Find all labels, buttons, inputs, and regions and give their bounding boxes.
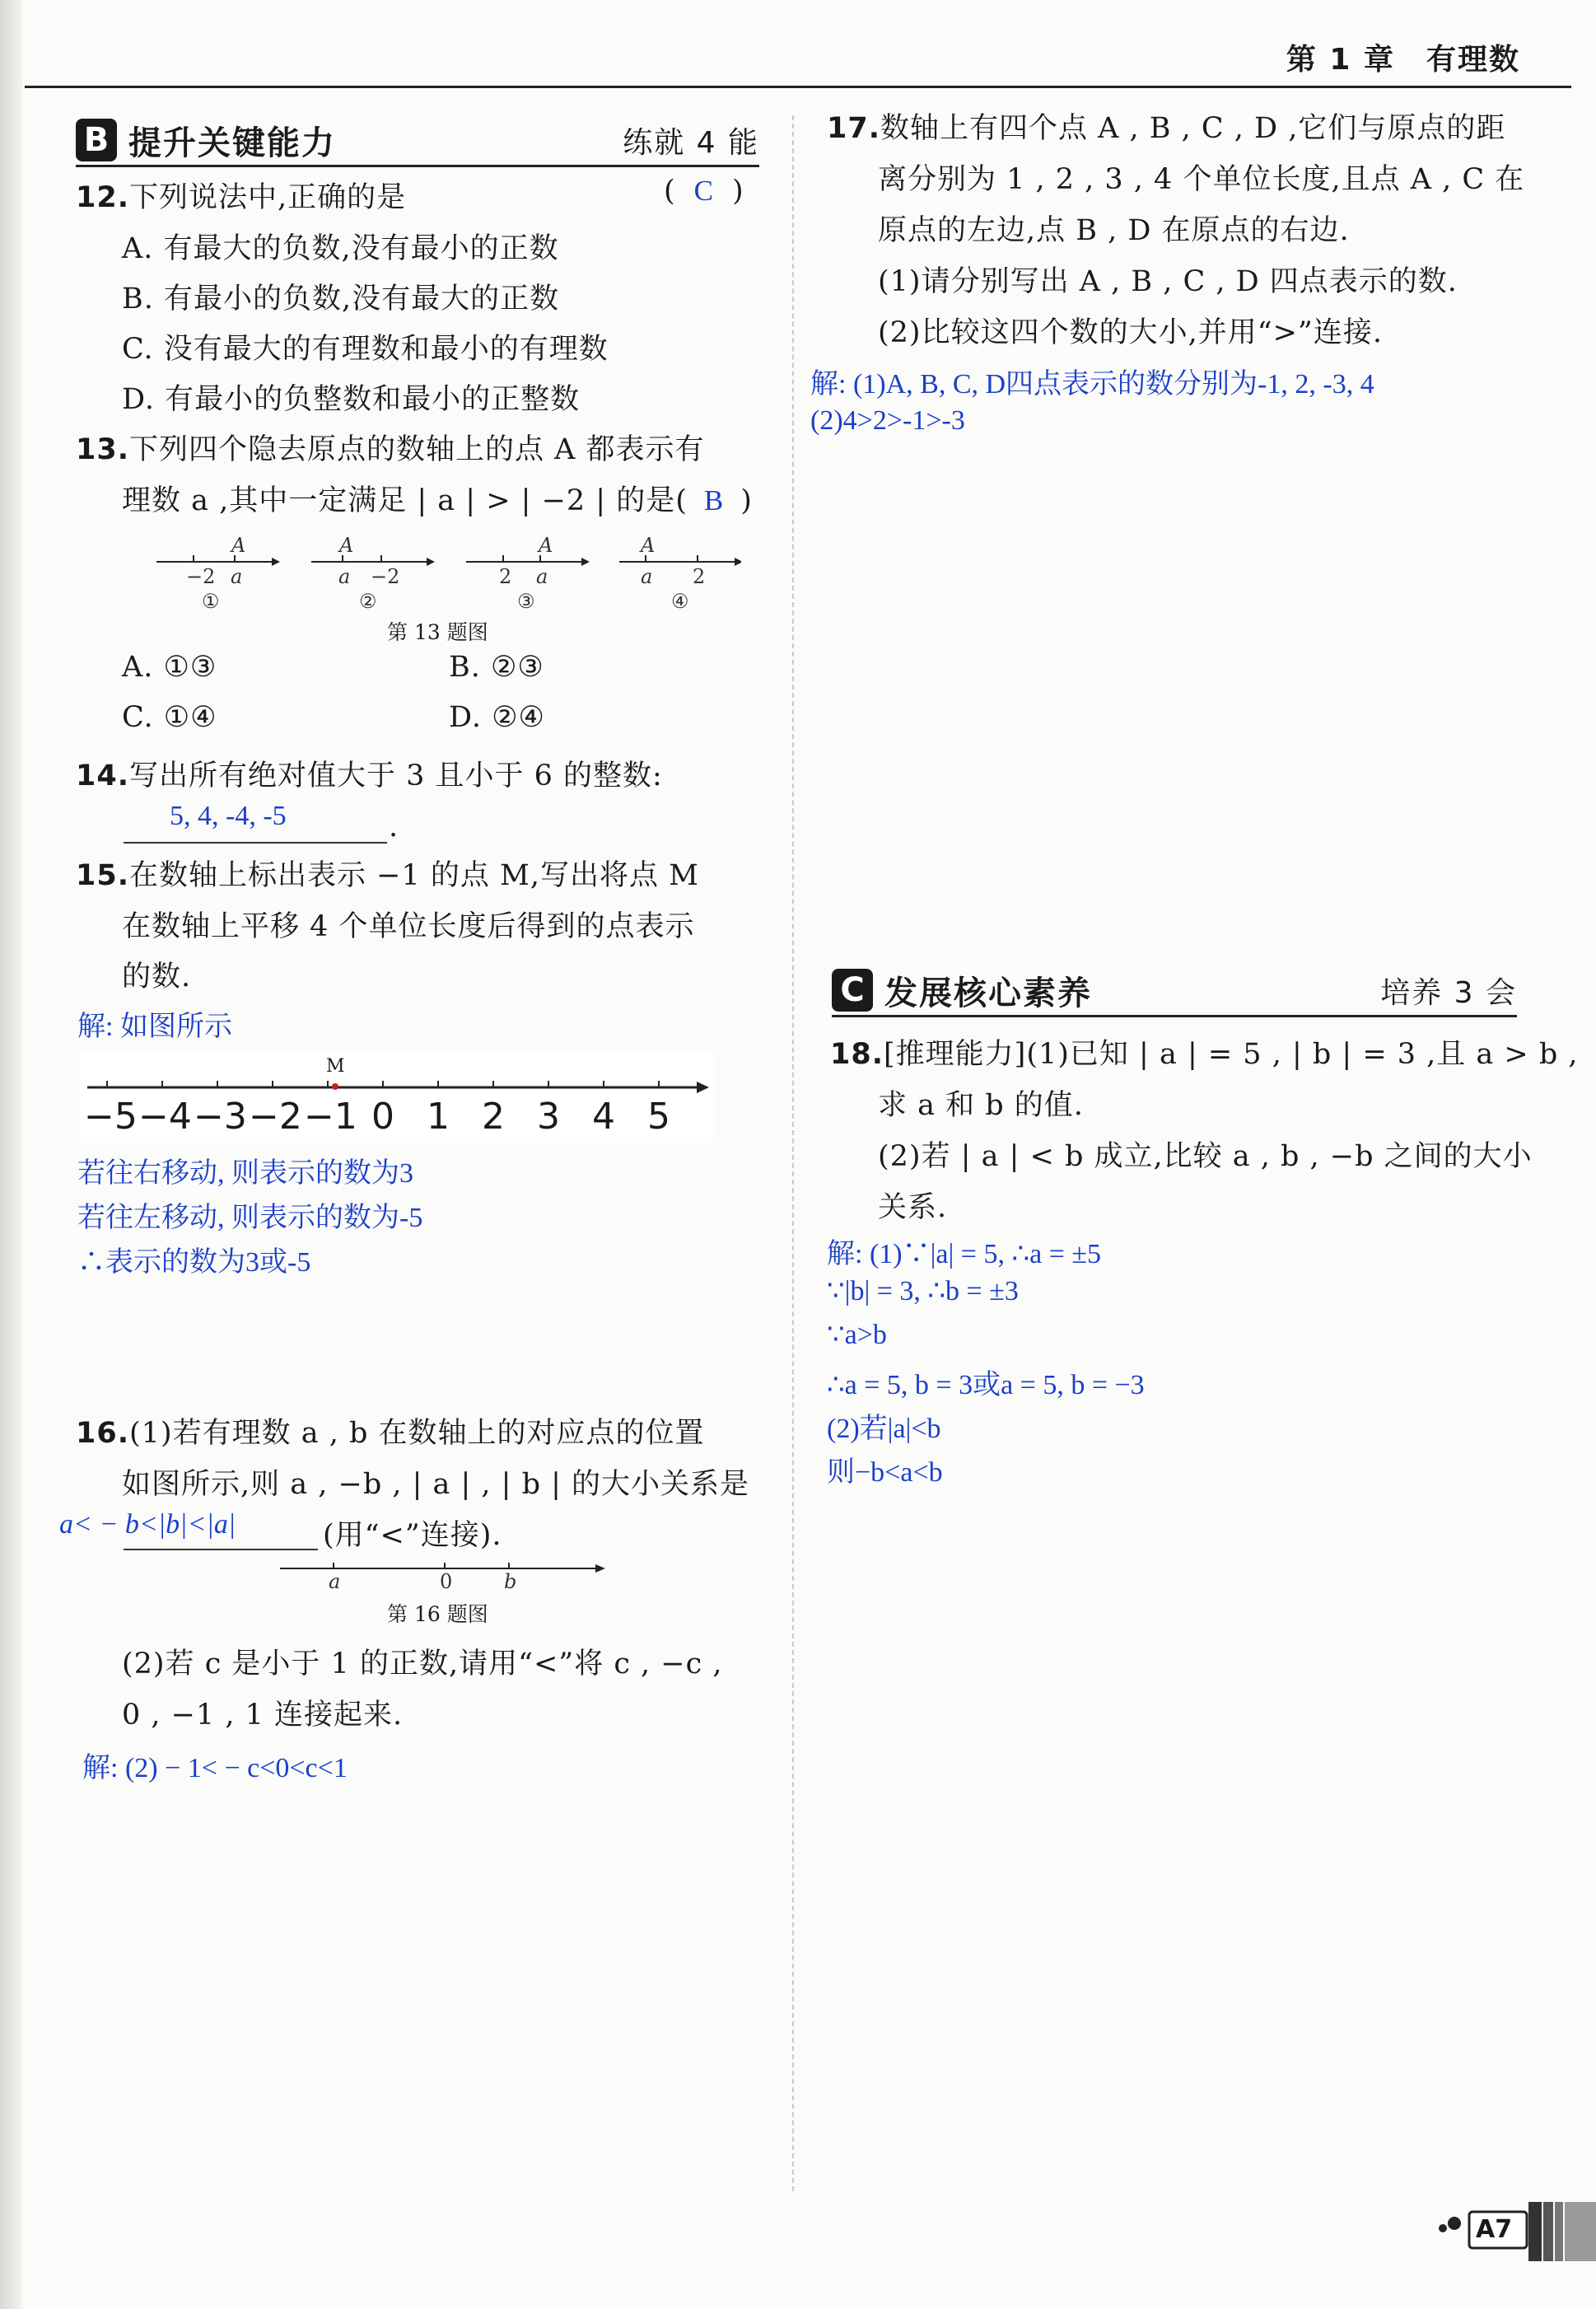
- page-number-tab: [1431, 2190, 1596, 2261]
- q13-fig-4: [619, 555, 741, 566]
- q12-stem: 12.下列说法中,正确的是: [76, 181, 407, 214]
- q13-fig3-label: ③: [517, 590, 535, 613]
- q16-answer-blank: [124, 1549, 318, 1550]
- q13-answer: B: [703, 484, 725, 516]
- q16-line-1: 16.(1)若有理数 a , b 在数轴上的对应点的位置: [76, 1417, 705, 1450]
- q18-line-4: 关系.: [878, 1191, 948, 1224]
- q12-option-d: D. 有最小的负整数和最小的正整数: [122, 383, 581, 416]
- q15-number-line: [79, 1053, 713, 1102]
- section-b-badge: B: [76, 119, 117, 161]
- q12-option-a: A. 有最大的负数,没有最小的正数: [122, 232, 559, 265]
- q13-option-c: C. ①④: [122, 701, 217, 734]
- q13-fig4-label: ④: [671, 590, 689, 613]
- q17-sol-line-2: (2)4>2>-1>-3: [810, 405, 965, 436]
- section-c-badge: C: [832, 969, 873, 1012]
- q15-sol-line-3: ∴表示的数为3或-5: [77, 1247, 311, 1278]
- section-c-header: [832, 965, 1517, 1017]
- q15-sol-line-2: 若往左移动, 则表示的数为-5: [77, 1203, 423, 1233]
- q16-tail-1: (用“<”连接).: [323, 1519, 502, 1552]
- q15-point-label: M: [326, 1056, 345, 1077]
- q16-fig-label-0: 0: [440, 1570, 453, 1593]
- q15-point-m: [332, 1083, 338, 1090]
- q18-line-3: (2)若 | a | < b 成立,比较 a , b , −b 之间的大小: [878, 1140, 1533, 1173]
- page-number: A7: [1476, 2215, 1513, 2244]
- q14-answer-blank: [124, 801, 387, 844]
- q16-line-2: 如图所示,则 a , −b , | a | , | b | 的大小关系是: [122, 1468, 750, 1501]
- q14-answer: 5, 4, -4, -5: [170, 801, 287, 831]
- q13-option-a: A. ①③: [122, 651, 217, 684]
- q12-answer-bracket: ( C ): [664, 175, 744, 208]
- q16-fig-label-a: a: [329, 1570, 341, 1593]
- q17-line-1: 17.数轴上有四个点 A , B , C , D ,它们与原点的距: [827, 112, 1506, 145]
- q13-fig1-point: A: [231, 534, 246, 557]
- column-divider: [792, 115, 794, 2191]
- q13-fig2-label: ②: [359, 590, 377, 613]
- q18-line-1: 18.[推理能力](1)已知 | a | = 5 , | b | = 3 ,且 a > b ,: [830, 1038, 1579, 1071]
- section-b-header: [76, 115, 759, 167]
- page-edge-shadow: [0, 0, 23, 2309]
- q16-fig-label-b: b: [504, 1570, 517, 1593]
- q13-fig-3: [466, 555, 590, 566]
- q13-fig4-left: a: [641, 565, 653, 588]
- q18-sol-line-1: 解: (1)∵|a| = 5, ∴a = ±5: [827, 1239, 1102, 1269]
- q13-fig2-left: a: [338, 565, 351, 588]
- q13-fig2-point: A: [339, 534, 354, 557]
- q16-answer-1: a< − b<|b|<|a|: [59, 1509, 236, 1540]
- q14-period: .: [389, 811, 399, 844]
- q13-fig-1: [156, 555, 280, 566]
- q14-stem: 14.写出所有绝对值大于 3 且小于 6 的整数:: [76, 760, 663, 792]
- q17-line-4: (1)请分别写出 A , B , C , D 四点表示的数.: [878, 265, 1458, 298]
- q12-answer: C: [693, 175, 715, 207]
- q15-line-2: 在数轴上平移 4 个单位长度后得到的点表示: [122, 910, 695, 943]
- q18-sol-line-2: ∵|b| = 3, ∴b = ±3: [827, 1276, 1019, 1306]
- q13-caption: 第 13 题图: [387, 620, 488, 644]
- q16-solution: 解: (2) − 1< − c<0<c<1: [82, 1753, 348, 1783]
- header-rule: [25, 86, 1571, 88]
- q15-sol-line-1: 若往右移动, 则表示的数为3: [77, 1158, 413, 1189]
- q18-sol-line-4: ∴a = 5, b = 3或a = 5, b = −3: [827, 1370, 1145, 1400]
- q17-sol-line-1: 解: (1)A, B, C, D四点表示的数分别为-1, 2, -3, 4: [810, 369, 1374, 400]
- q17-line-3: 原点的左边,点 B , D 在原点的右边.: [878, 214, 1350, 247]
- q15-line-3: 的数.: [122, 961, 192, 993]
- q17-line-2: 离分别为 1 , 2 , 3 , 4 个单位长度,且点 A , C 在: [878, 163, 1525, 196]
- q13-fig3-point: A: [539, 534, 553, 557]
- q18-sol-line-5: (2)若|a|<b: [827, 1414, 941, 1444]
- q13-stem-2: 理数 a ,其中一定满足 | a | > | −2 | 的是( B ): [122, 484, 753, 517]
- q13-fig4-right: 2: [693, 565, 706, 588]
- section-c-title: 发展核心素养: [884, 974, 1092, 1012]
- q12-option-c: C. 没有最大的有理数和最小的有理数: [122, 333, 609, 366]
- q13-fig1-left: −2: [186, 565, 216, 588]
- section-b-title: 提升关键能力: [128, 124, 336, 162]
- q13-stem-1: 13.下列四个隐去原点的数轴上的点 A 都表示有: [76, 433, 705, 466]
- section-c-tag: 培养 3 会: [1380, 975, 1517, 1010]
- q15-number-line-figure: [79, 1053, 713, 1143]
- q15-sol-head: 解: 如图所示: [77, 1012, 232, 1042]
- q13-option-d: D. ②④: [449, 701, 545, 734]
- q15-line-1: 15.在数轴上标出表示 −1 的点 M,写出将点 M: [76, 859, 699, 892]
- q18-sol-line-6: 则−b<a<b: [827, 1457, 943, 1488]
- q12-option-b: B. 有最小的负数,没有最大的正数: [122, 283, 560, 316]
- chapter-header: 第 1 章 有理数: [1286, 43, 1520, 77]
- q13-fig3-right: a: [536, 565, 548, 588]
- q16-line-4: 0 , −1 , 1 连接起来.: [122, 1699, 404, 1732]
- q13-fig1-right: a: [231, 565, 243, 588]
- q13-fig4-point: A: [641, 534, 656, 557]
- q13-fig2-right: −2: [371, 565, 400, 588]
- q16-caption: 第 16 题图: [387, 1602, 488, 1626]
- q13-fig3-left: 2: [499, 565, 512, 588]
- q15-axis-labels: −5 −4 −3 −2 −1 0 1 2 3 4 5: [84, 1096, 670, 1138]
- section-b-tag: 练就 4 能: [623, 125, 759, 160]
- q13-fig1-label: ①: [202, 590, 220, 613]
- q18-sol-line-3: ∵a>b: [827, 1320, 887, 1350]
- q17-line-5: (2)比较这四个数的大小,并用“>”连接.: [878, 316, 1383, 349]
- q18-line-2: 求 a 和 b 的值.: [878, 1089, 1084, 1122]
- q16-line-3: (2)若 c 是小于 1 的正数,请用“<”将 c , −c ,: [122, 1648, 723, 1680]
- q13-option-b: B. ②③: [449, 651, 544, 684]
